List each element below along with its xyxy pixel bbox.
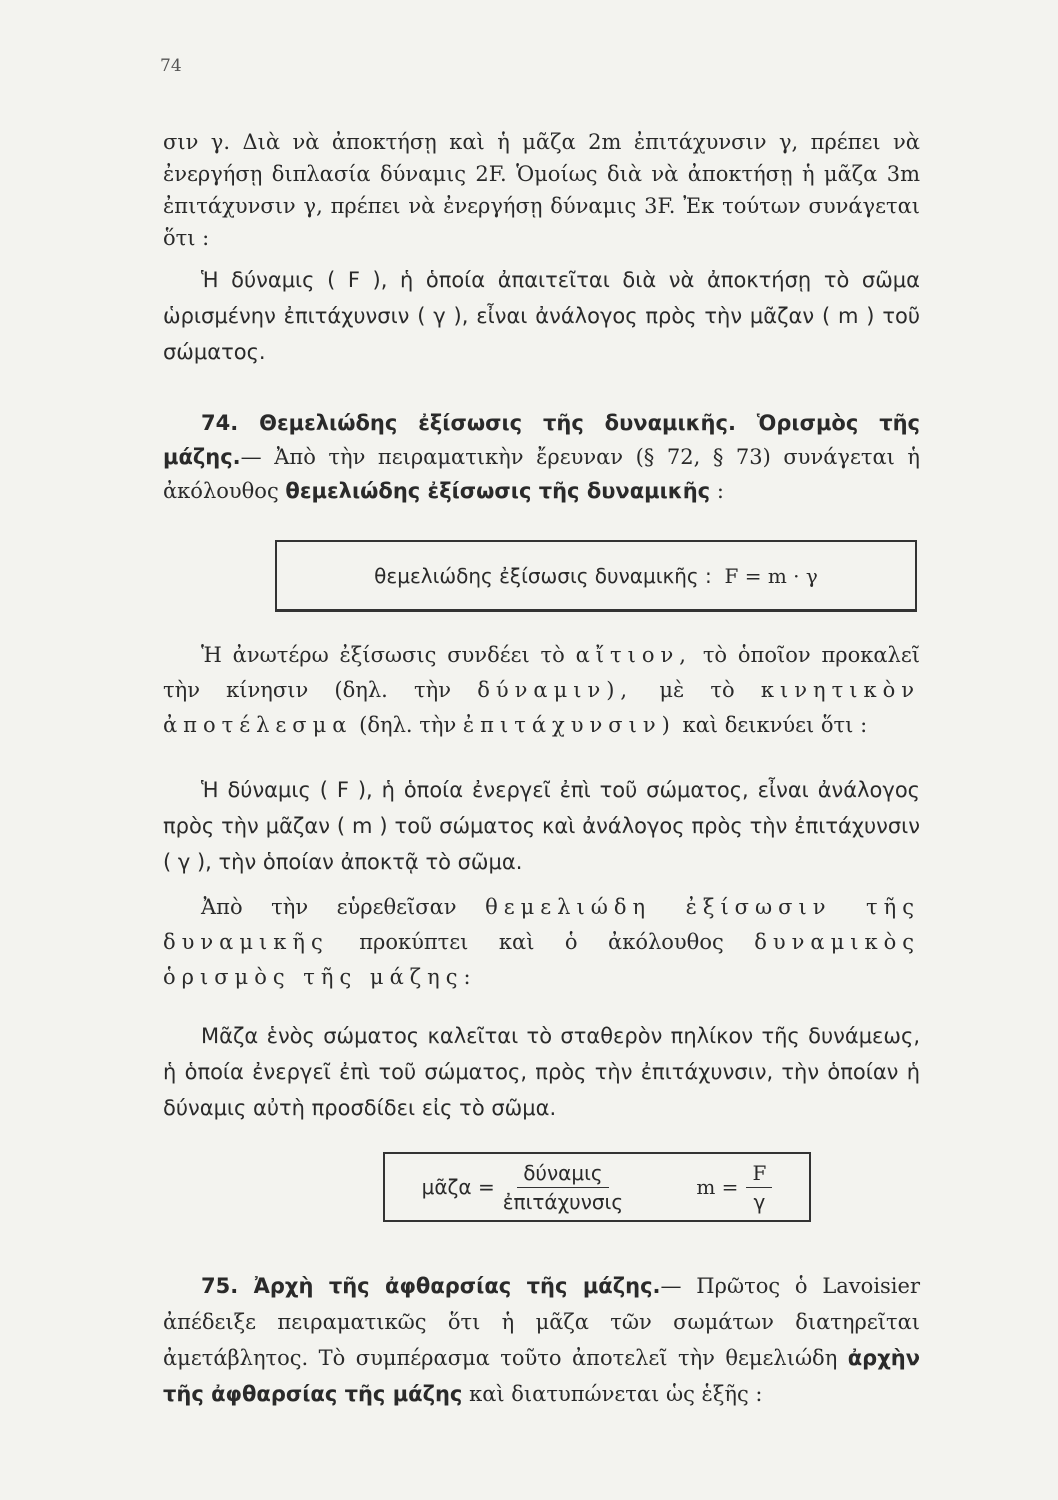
equation-label: θεμελιώδης ἐξίσωσις δυναμικῆς : xyxy=(374,563,712,588)
section-heading: 74. Θεμελιώδης ἐξίσωσις τῆς δυναμικῆς. Ὁρισμὸς τῆς μάζης. xyxy=(163,411,920,469)
law-statement-proportional xyxy=(163,772,920,880)
text-fragment: Ἀπὸ τὴν εὑρεθεῖσαν xyxy=(201,895,457,919)
fraction xyxy=(503,1161,623,1214)
equation-formula: F = m · γ xyxy=(724,563,818,588)
section-75 xyxy=(163,1268,920,1412)
spaced-term: δυναμικὸς ὁρισμὸς τῆς μάζης: xyxy=(163,930,920,989)
text-fragment: καὶ δεικνύει ὅτι : xyxy=(682,713,868,737)
law-text: Ἡ δύναμις ( F ), ἡ ὁποία ἐνεργεῖ ἐπὶ τοῦ σώματος, εἶναι ἀνάλογος πρὸς τὴν μᾶζαν ( m ) τοῦ σώματος καὶ ἀνάλογος πρὸς τὴν ἐπιτάχυνσιν ( γ ), τὴν ὁποίαν ἀποκτᾷ τὸ σῶμα. xyxy=(163,778,920,874)
section-74 xyxy=(163,406,920,508)
formula-symbols xyxy=(696,1161,772,1214)
section-text: — Ἀπὸ τὴν πειραματικὴν ἔρευναν (§ 72, § 73) συνάγεται ἡ ἀκόλουθος xyxy=(163,445,920,503)
definition-text: Μᾶζα ἑνὸς σώματος καλεῖται τὸ σταθερὸν πηλίκον τῆς δυνάμεως, ἡ ὁποία ἐνεργεῖ ἐπὶ τοῦ σώματος, πρὸς τὴν ἐπιτάχυνσιν, τὴν ὁποίαν ἡ δύναμις αὐτὴ προσδίδει εἰς τὸ σῶμα. xyxy=(163,1024,920,1120)
person-name: Lavoisier xyxy=(822,1274,920,1298)
text-fragment: (δηλ. τὴν xyxy=(359,713,457,737)
text-fragment: — Πρῶτος ὁ xyxy=(660,1274,808,1298)
text-fragment: προκύπτει καὶ ὁ ἀκόλουθος xyxy=(359,930,724,954)
formula-lhs: μᾶζα = xyxy=(421,1175,495,1199)
denominator: γ xyxy=(753,1189,766,1214)
denominator: ἐπιτάχυνσις xyxy=(502,1189,624,1214)
spaced-term: θεμελιώδη ἐξίσωσιν τῆς δυναμικῆς xyxy=(163,895,920,954)
page-number: 74 xyxy=(160,56,182,76)
spaced-term: κινητικὸν ἀποτέλεσμα xyxy=(163,678,921,737)
paragraph-definition-intro xyxy=(163,890,920,995)
text-fragment: τὸ ὁποῖον προκαλεῖ τὴν κίνησιν (δηλ. τὴν xyxy=(163,643,920,702)
spaced-term: αἴτιον, xyxy=(575,643,692,667)
mass-definition xyxy=(163,1018,920,1126)
numerator: F xyxy=(746,1161,772,1188)
formula-words xyxy=(422,1161,623,1214)
formula-lhs: m = xyxy=(696,1175,739,1199)
equation-box xyxy=(275,540,917,612)
mass-formula-box xyxy=(383,1152,811,1222)
paragraph-intro xyxy=(163,126,920,254)
law-statement-force xyxy=(163,262,920,370)
text-fragment: ἀπέδειξε πειραματικῶς ὅτι ἡ μᾶζα τῶν σωμάτων διατηρεῖται ἀμετάβλητος. Τὸ συμπέρασμα τοῦτο ἀποτελεῖ τὴν θεμελιώδη xyxy=(163,1310,920,1370)
bold-term: ἀρχὴν τῆς ἀφθαρσίας τῆς μάζης xyxy=(163,1346,920,1406)
paragraph-text: σιν γ. Διὰ νὰ ἀποκτήσῃ καὶ ἡ μᾶζα 2m ἐπιτάχυνσιν γ, πρέπει νὰ ἐνεργήσῃ διπλασία δύναμις 2F. Ὁμοίως διὰ νὰ ἀποκτήσῃ ἡ μᾶζα 3m ἐπιτάχυνσιν γ, πρέπει νὰ ἐνεργήσῃ δύναμις 3F. Ἐκ τούτων συνάγεται ὅτι : xyxy=(163,130,920,250)
text-fragment: Ἡ ἀνωτέρω ἐξίσωσις συνδέει τὸ xyxy=(201,643,565,667)
text-fragment: μὲ τὸ xyxy=(659,678,735,702)
colon: : xyxy=(716,479,724,503)
paragraph-explanation xyxy=(163,638,920,743)
spaced-term: ἐπιτάχυνσιν) xyxy=(462,713,676,737)
text-fragment: καὶ διατυπώνεται ὡς ἑξῆς : xyxy=(469,1382,763,1406)
law-text: Ἡ δύναμις ( F ), ἡ ὁποία ἀπαιτεῖται διὰ νὰ ἀποκτήσῃ τὸ σῶμα ὡρισμένην ἐπιτάχυνσιν ( γ ), εἶναι ἀνάλογος πρὸς τὴν μᾶζαν ( m ) τοῦ σώματος. xyxy=(163,268,920,364)
fraction xyxy=(746,1161,772,1214)
numerator: δύναμις xyxy=(517,1161,608,1188)
spaced-term: δύναμιν), xyxy=(477,678,634,702)
bold-term: θεμελιώδης ἐξίσωσις τῆς δυναμικῆς xyxy=(285,479,711,503)
section-heading: 75. Ἀρχὴ τῆς ἀφθαρσίας τῆς μάζης. xyxy=(201,1274,661,1298)
